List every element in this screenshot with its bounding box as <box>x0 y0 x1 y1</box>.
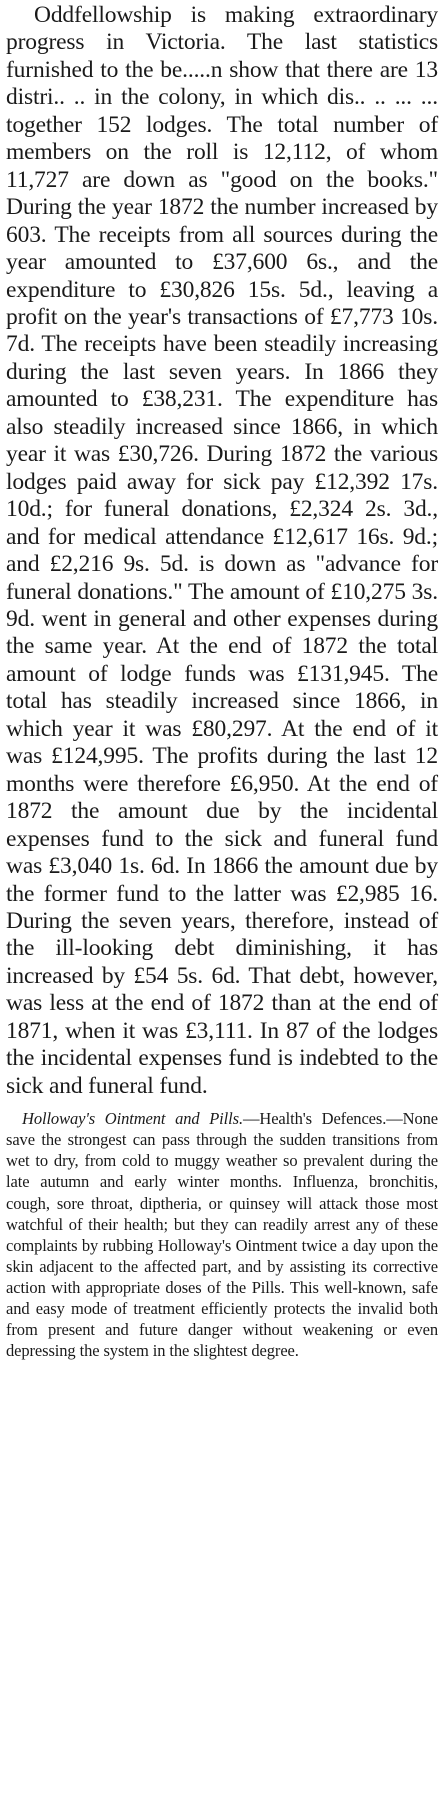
advertisement-paragraph <box>6 1108 438 1361</box>
article-paragraph: Oddfellowship is making extraordinary progress in Victoria. The last statistics furnished to the be.....n show that there are 13 distri.. .. in the colony, in which dis.. .. ... ... together 152 lodges. The total number of members on the roll is 12,112, of whom 11,727 are down as "good on the books." During the year 1872 the number increased by 603. The receipts from all sources during the year amounted to £37,600 6s., and the expenditure to £30,826 15s. 5d., leaving a profit on the year's transactions of £7,773 10s. 7d. The receipts have been steadily increasing during the last seven years. In 1866 they amounted to £38,231. The expenditure has also steadily increased since 1866, in which year it was £30,726. During 1872 the various lodges paid away for sick pay £12,392 17s. 10d.; for funeral donations, £2,324 2s. 3d., and for medical attendance £12,617 16s. 9d.; and £2,216 9s. 5d. is down as "advance for funeral donations." The amount of £10,275 3s. 9d. went in general and other expenses during the same year. At the end of 1872 the total amount of lodge funds was £131,945. The total has steadily increased since 1866, in which year it was £80,297. At the end of it was £124,995. The profits during the last 12 months were therefore £6,950. At the end of 1872 the amount due by the incidental expenses fund to the sick and funeral fund was £3,040 1s. 6d. In 1866 the amount due by the former fund to the latter was £2,985 16. During the seven years, therefore, instead of the ill-looking debt diminishing, it has increased by £54 5s. 6d. That debt, however, was less at the end of 1872 than at the end of 1871, when it was £3,111. In 87 of the lodges the incidental expenses fund is indebted to the sick and funeral fund. <box>6 2 438 1099</box>
advertisement-heading: Holloway's Ointment and Pills. <box>22 1109 243 1129</box>
advertisement-subheading: —Health's Defences. <box>242 1109 387 1129</box>
oddfellowship-article <box>6 2 438 1100</box>
advertisement-body: —None save the strongest can pass through the sudden transitions from wet to dry, from cold to muggy weather so prevalent during the late autumn and early winter months. Influenza, bronchitis, cough, sore throat, diptheria, or quinsey will attack those most watchful of their health; but they can readily arrest any of these complaints by rubbing Holloway's Ointment twice a day upon the skin adjacent to the affected part, and by assisting its corrective action with appropriate doses of the Pills. This well-known, safe and easy mode of treatment efficiently protects the invalid both from present and future danger without weakening or even depressing the system in the slightest degree. <box>6 1109 438 1361</box>
holloway-advertisement <box>6 1108 438 1361</box>
